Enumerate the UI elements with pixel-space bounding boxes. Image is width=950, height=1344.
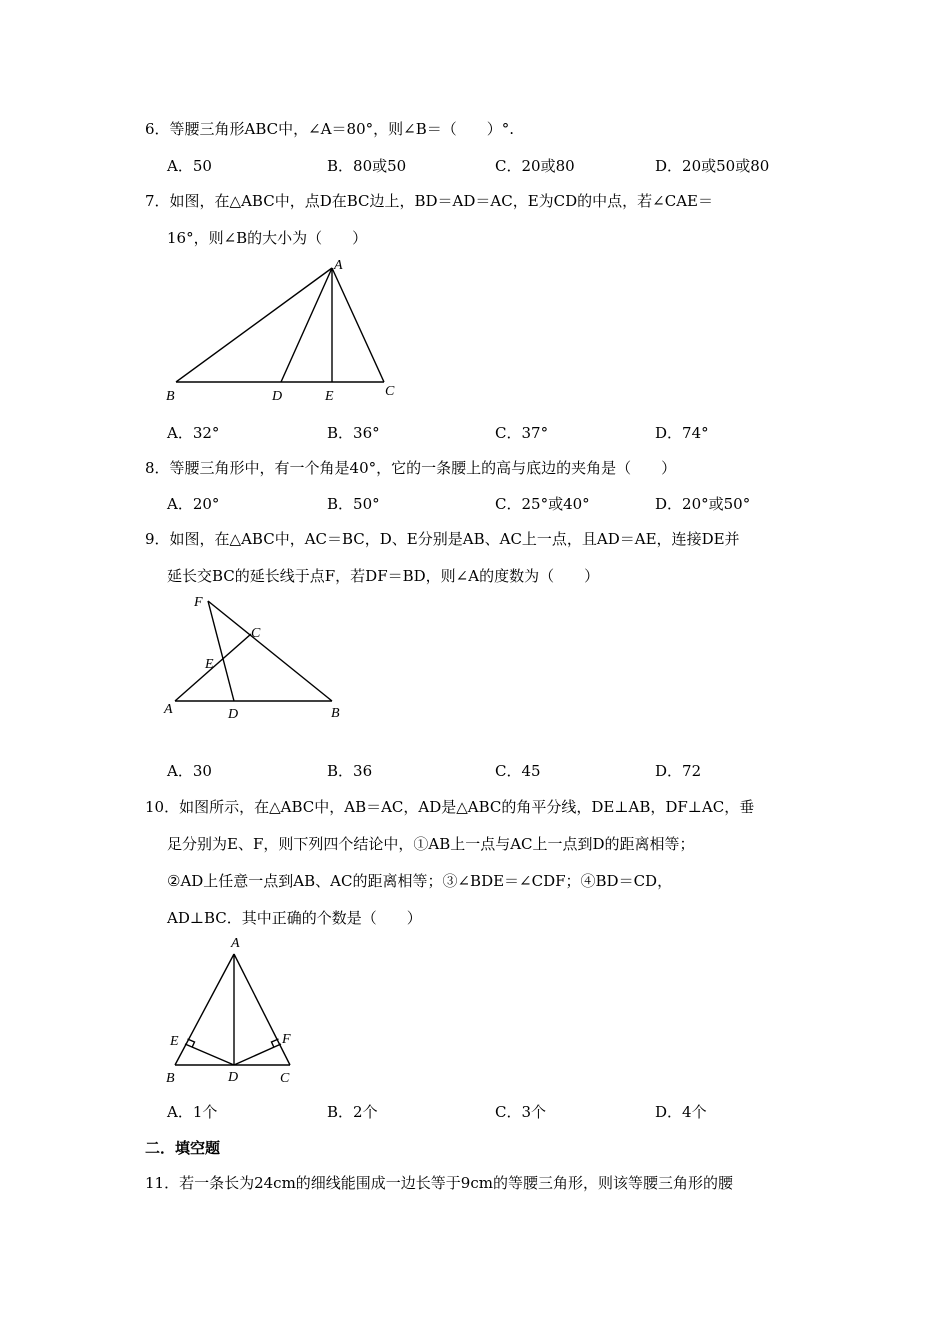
q10-label-d: D <box>228 1070 239 1085</box>
q7-label-d: D <box>272 389 283 404</box>
q10-option-b[interactable]: B．2个 <box>327 1103 378 1121</box>
q7-label-b: B <box>166 389 175 404</box>
q9-label-d: D <box>228 707 239 722</box>
q8-option-a[interactable]: A．20° <box>167 495 220 513</box>
q10-label-f: F <box>282 1032 291 1047</box>
q7-stem-line1: 7．如图，在△ABC中，点D在BC边上，BD＝AD＝AC，E为CD的中点，若∠CAE＝ <box>145 192 713 210</box>
q9-stem-line1: 9．如图，在△ABC中，AC＝BC，D、E分别是AB、AC上一点，且AD＝AE，连接DE并 <box>145 530 740 548</box>
q7-segment-ab <box>176 268 332 382</box>
q10-figure <box>160 932 310 1092</box>
q8-stem: 8．等腰三角形中，有一个角是40°，它的一条腰上的高与底边的夹角是（ ） <box>145 459 677 477</box>
q9-label-f: F <box>194 595 203 610</box>
section-heading: 二．填空题 <box>145 1139 221 1157</box>
q9-label-a: A <box>164 702 173 717</box>
q10-option-d[interactable]: D．4个 <box>655 1103 707 1121</box>
q7-option-d[interactable]: D．74° <box>655 424 709 442</box>
q10-label-a: A <box>231 936 240 951</box>
q9-option-b[interactable]: B．36 <box>327 762 373 780</box>
q9-label-e: E <box>205 657 214 672</box>
q6-option-a[interactable]: A．50 <box>167 157 212 175</box>
q10-stem-line1: 10．如图所示，在△ABC中，AB＝AC，AD是△ABC的角平分线，DE⊥AB，DF⊥AC，垂 <box>145 798 755 816</box>
q7-label-c: C <box>385 384 395 399</box>
q9-segment-fb <box>208 601 332 701</box>
q10-option-a[interactable]: A．1个 <box>167 1103 218 1121</box>
q10-label-e: E <box>170 1034 179 1049</box>
q8-option-b[interactable]: B．50° <box>327 495 380 513</box>
q6-option-c[interactable]: C．20或80 <box>495 157 575 175</box>
q11-stem: 11．若一条长为24cm的细线能围成一边长等于9cm的等腰三角形，则该等腰三角形的腰 <box>145 1174 733 1192</box>
q7-option-a[interactable]: A．32° <box>167 424 220 442</box>
q6-option-d[interactable]: D．20或50或80 <box>655 157 770 175</box>
q8-option-c[interactable]: C．25°或40° <box>495 495 590 513</box>
q7-label-e: E <box>325 389 334 404</box>
q9-option-d[interactable]: D．72 <box>655 762 702 780</box>
q9-label-b: B <box>331 706 340 721</box>
q10-stem-line3: ②AD上任意一点到AB、AC的距离相等；③∠BDE＝∠CDF；④BD＝CD， <box>167 872 673 890</box>
q9-option-c[interactable]: C．45 <box>495 762 541 780</box>
q7-segment-ac <box>332 268 384 382</box>
q6-option-b[interactable]: B．80或50 <box>327 157 407 175</box>
q7-label-a: A <box>334 258 343 273</box>
q9-segment-fd <box>208 601 234 701</box>
q7-stem-line2: 16°，则∠B的大小为（ ） <box>167 229 368 247</box>
q10-label-b: B <box>166 1071 175 1086</box>
q7-segment-ad <box>281 268 332 382</box>
q9-figure <box>160 590 360 725</box>
q8-option-d[interactable]: D．20°或50° <box>655 495 751 513</box>
q9-stem-line2: 延长交BC的延长线于点F，若DF＝BD，则∠A的度数为（ ） <box>167 567 600 585</box>
q10-segment-ab <box>175 954 234 1065</box>
q10-label-c: C <box>280 1071 290 1086</box>
q10-stem-line4: AD⊥BC．其中正确的个数是（ ） <box>167 909 422 927</box>
q7-option-c[interactable]: C．37° <box>495 424 549 442</box>
q7-option-b[interactable]: B．36° <box>327 424 380 442</box>
q9-option-a[interactable]: A．30 <box>167 762 212 780</box>
q10-segment-ac <box>234 954 290 1065</box>
q10-option-c[interactable]: C．3个 <box>495 1103 547 1121</box>
q6-stem: 6．等腰三角形ABC中，∠A＝80°，则∠B＝（ ）°. <box>145 120 515 138</box>
q7-figure <box>160 255 410 405</box>
q10-stem-line2: 足分别为E、F，则下列四个结论中，①AB上一点与AC上一点到D的距离相等； <box>167 835 695 853</box>
q9-label-c: C <box>251 626 261 641</box>
